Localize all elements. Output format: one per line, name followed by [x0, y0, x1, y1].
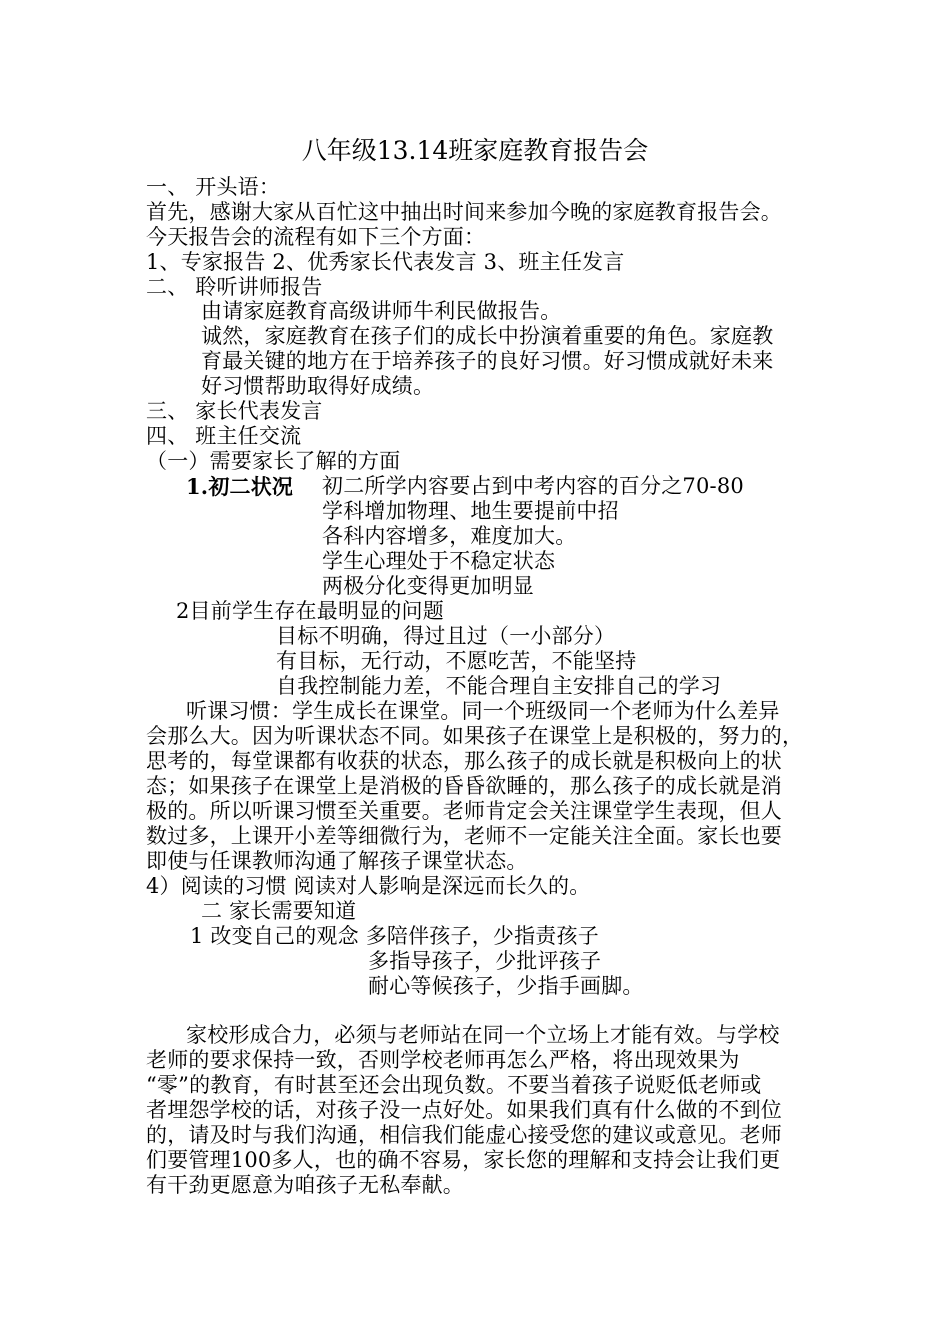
- paragraph-line: 有干劲更愿意为咱孩子无私奉献。: [146, 1173, 464, 1197]
- item-heading: 1.初二状况: [186, 474, 294, 499]
- list-item: 有目标，无行动，不愿吃苦，不能坚持: [276, 649, 637, 673]
- section-heading: 一、 开头语：: [146, 175, 281, 199]
- paragraph-line: “零”的教育，有时甚至还会出现负数。不要当着孩子说贬低老师或: [146, 1073, 762, 1097]
- paragraph-line: 由请家庭教育高级讲师牛利民做报告。: [201, 299, 562, 323]
- section-heading: 三、 家长代表发言: [146, 399, 323, 423]
- list-item: 学科增加物理、地生要提前中招: [322, 499, 619, 523]
- list-item: 1 改变自己的观念 多陪伴孩子，少指责孩子: [190, 924, 599, 948]
- paragraph-line: 今天报告会的流程有如下三个方面：: [146, 225, 486, 249]
- list-item: 自我控制能力差，不能合理自主安排自己的学习: [276, 674, 722, 698]
- paragraph-line: 者埋怨学校的话，对孩子没一点好处。如果我们真有什么做的不到位: [146, 1098, 782, 1122]
- paragraph-line: 4）阅读的习惯 阅读对人影响是深远而长久的。: [146, 874, 591, 898]
- section-heading: 四、 班主任交流: [146, 424, 302, 448]
- list-item: 两极分化变得更加明显: [322, 574, 534, 598]
- list-item: 学生心理处于不稳定状态: [322, 549, 556, 573]
- paragraph-line: 老师的要求保持一致，否则学校老师再怎么严格，将出现效果为: [146, 1048, 740, 1072]
- paragraph-line: 育最关键的地方在于培养孩子的良好习惯。好习惯成就好未来: [201, 349, 774, 373]
- paragraph-line: 首先，感谢大家从百忙这中抽出时间来参加今晚的家庭教育报告会。: [146, 200, 782, 224]
- paragraph-line: 好习惯帮助取得好成绩。: [201, 374, 435, 398]
- paragraph-line: 态；如果孩子在课堂上是消极的昏昏欲睡的，那么孩子的成长就是消: [146, 774, 782, 798]
- paragraph-line: 思考的，每堂课都有收获的状态，那么孩子的成长就是积极向上的状: [146, 749, 782, 773]
- paragraph-line: 极的。所以听课习惯至关重要。老师肯定会关注课堂学生表现，但人: [146, 799, 782, 823]
- paragraph-line: 家校形成合力，必须与老师站在同一个立场上才能有效。与学校: [186, 1023, 780, 1047]
- list-item: 多指导孩子，少批评孩子: [368, 949, 602, 973]
- paragraph-line: 的，请及时与我们沟通，相信我们能虚心接受您的建议或意见。老师: [146, 1123, 782, 1147]
- list-item: 初二所学内容要占到中考内容的百分之70-80: [322, 474, 744, 498]
- paragraph-line: 数过多，上课开小差等细微行为，老师不一定能关注全面。家长也要: [146, 824, 782, 848]
- paragraph-line: 1、专家报告 2、优秀家长代表发言 3、班主任发言: [146, 250, 625, 274]
- paragraph-line: 会那么大。因为听课状态不同。如果孩子在课堂上是积极的，努力的，: [146, 724, 804, 748]
- paragraph-line: 听课习惯：学生成长在课堂。同一个班级同一个老师为什么差异: [186, 699, 780, 723]
- list-item: 各科内容增多，难度加大。: [322, 524, 577, 548]
- subsection-heading: （一）需要家长了解的方面: [146, 449, 401, 473]
- paragraph-line: 即使与任课教师沟通了解孩子课堂状态。: [146, 849, 528, 873]
- list-item: 耐心等候孩子，少指手画脚。: [368, 974, 644, 998]
- list-item: 目标不明确，得过且过（一小部分）: [276, 624, 616, 648]
- section-heading: 二、 聆听讲师报告: [146, 275, 323, 299]
- document-title: 八年级13.14班家庭教育报告会: [301, 136, 649, 165]
- paragraph-line: 们要管理100多人，也的确不容易，家长您的理解和支持会让我们更: [146, 1148, 781, 1172]
- item-heading: 2目前学生存在最明显的问题: [176, 599, 444, 623]
- subsection-heading: 二 家长需要知道: [201, 899, 357, 923]
- paragraph-line: 诚然，家庭教育在孩子们的成长中扮演着重要的角色。家庭教: [201, 324, 774, 348]
